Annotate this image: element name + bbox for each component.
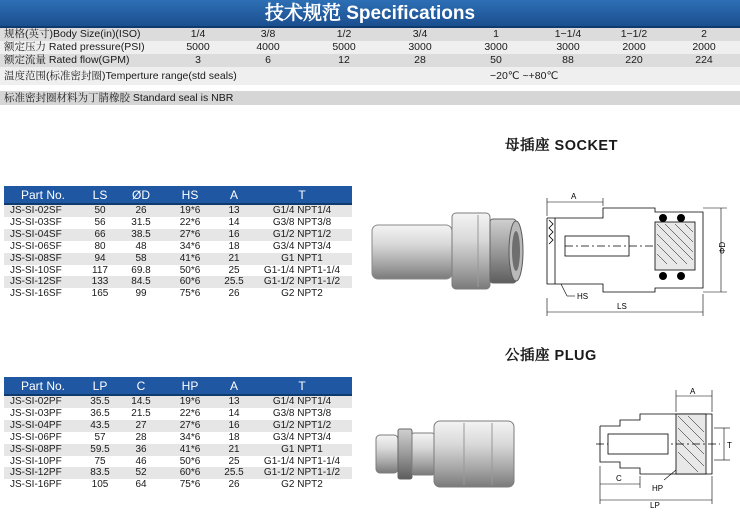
table-cell: 34*6	[164, 241, 216, 253]
table-cell: 25.5	[216, 276, 252, 288]
spec-cell: 1/4	[190, 28, 206, 40]
plug-photo	[372, 405, 532, 501]
part-number-cell: JS-SI-03SF	[4, 217, 82, 229]
table-cell: 60*6	[164, 276, 216, 288]
spec-cell: 28	[414, 54, 426, 66]
column-header: ØD	[118, 186, 164, 204]
table-row	[4, 479, 352, 491]
table-cell: 50*6	[164, 265, 216, 277]
part-number-cell: JS-SI-16SF	[4, 288, 82, 300]
table-row	[4, 241, 352, 253]
spec-cell: 2	[701, 28, 707, 40]
spec-cell: 12	[338, 54, 350, 66]
seal-note: 标准密封圈材料为丁腈橡胶 Standard seal is NBR	[0, 91, 740, 105]
table-cell: 75	[82, 456, 118, 468]
spec-cell: 1−1/2	[620, 28, 648, 40]
table-row	[4, 420, 352, 432]
spec-cell: 3	[195, 54, 201, 66]
table-cell: 105	[82, 479, 118, 491]
table-cell: 27*6	[164, 420, 216, 432]
table-row	[4, 217, 352, 229]
spec-row-body-size	[0, 28, 740, 41]
table-row	[4, 444, 352, 456]
table-cell: 19*6	[164, 204, 216, 217]
table-cell: 36.5	[82, 408, 118, 420]
spec-cell: 6	[265, 54, 271, 66]
dim-t-label: T	[727, 441, 732, 450]
table-cell: 75*6	[164, 479, 216, 491]
table-cell: G1 NPT1	[252, 444, 352, 456]
table-cell: 14.5	[118, 395, 164, 408]
spec-cell: 2000	[692, 41, 716, 53]
table-cell: G1/2 NPT1/2	[252, 420, 352, 432]
table-cell: 41*6	[164, 253, 216, 265]
table-cell: 58	[118, 253, 164, 265]
table-cell: G1-1/2 NPT1-1/2	[252, 276, 352, 288]
table-row	[4, 456, 352, 468]
spec-cell: 50	[490, 54, 502, 66]
table-cell: 27	[118, 420, 164, 432]
column-header: A	[216, 186, 252, 204]
table-cell: 59.5	[82, 444, 118, 456]
table-cell: 57	[82, 432, 118, 444]
dim-d-label: ΦD	[718, 241, 727, 254]
table-cell: 27*6	[164, 229, 216, 241]
table-cell: 22*6	[164, 217, 216, 229]
spec-cell: 3/8	[260, 28, 276, 40]
table-cell: 83.5	[82, 467, 118, 479]
part-number-cell: JS-SI-02PF	[4, 395, 82, 408]
table-cell: G2 NPT2	[252, 479, 352, 491]
part-number-cell: JS-SI-12PF	[4, 467, 82, 479]
table-row	[4, 204, 352, 217]
table-cell: 25	[216, 265, 252, 277]
table-cell: 25.5	[216, 467, 252, 479]
spec-cell: 1/2	[336, 28, 352, 40]
table-cell: 35.5	[82, 395, 118, 408]
spec-cell: 3000	[484, 41, 508, 53]
spec-cell: 4000	[256, 41, 280, 53]
column-header: A	[216, 377, 252, 395]
spec-cell: 1	[493, 28, 499, 40]
table-cell: G1 NPT1	[252, 253, 352, 265]
socket-drawing	[535, 188, 740, 320]
table-cell: 84.5	[118, 276, 164, 288]
column-header: Part No.	[4, 186, 82, 204]
column-header: LS	[82, 186, 118, 204]
socket-table	[4, 186, 352, 300]
dim-a-label: A	[571, 192, 577, 201]
spec-cell: 220	[625, 54, 643, 66]
table-cell: 64	[118, 479, 164, 491]
spec-label: 规格(英寸)Body Size(in)(ISO)	[4, 28, 141, 40]
table-cell: G3/8 NPT3/8	[252, 408, 352, 420]
spec-cell: 88	[562, 54, 574, 66]
part-number-cell: JS-SI-03PF	[4, 408, 82, 420]
table-cell: G1-1/2 NPT1-1/2	[252, 467, 352, 479]
table-cell: 60*6	[164, 467, 216, 479]
column-header: Part No.	[4, 377, 82, 395]
part-number-cell: JS-SI-06PF	[4, 432, 82, 444]
dim-a-label: A	[690, 387, 696, 396]
plug-drawing	[580, 384, 740, 510]
dim-lp-label: LP	[650, 501, 660, 510]
column-header: LP	[82, 377, 118, 395]
spec-cell: 1−1/4	[554, 28, 582, 40]
dim-ls-label: LS	[617, 302, 627, 311]
table-header-row	[4, 377, 352, 395]
table-cell: 31.5	[118, 217, 164, 229]
spec-cell: 2000	[622, 41, 646, 53]
table-cell: 16	[216, 229, 252, 241]
spec-label: 温度范围(标准密封圈)Temperture range(std seals)	[4, 70, 237, 82]
table-cell: 21	[216, 253, 252, 265]
table-row	[4, 467, 352, 479]
table-cell: 133	[82, 276, 118, 288]
socket-title: 母插座 SOCKET	[505, 138, 618, 154]
table-cell: 117	[82, 265, 118, 277]
table-cell: 46	[118, 456, 164, 468]
table-header-row	[4, 186, 352, 204]
dim-c-label: C	[616, 474, 622, 483]
spec-label: 额定压力 Rated pressure(PSI)	[4, 41, 145, 53]
table-cell: 14	[216, 217, 252, 229]
spec-cell: 3000	[556, 41, 580, 53]
spec-cell: 5000	[186, 41, 210, 53]
table-cell: 13	[216, 395, 252, 408]
part-number-cell: JS-SI-02SF	[4, 204, 82, 217]
table-cell: 25	[216, 456, 252, 468]
table-cell: G2 NPT2	[252, 288, 352, 300]
table-cell: 13	[216, 204, 252, 217]
table-cell: G3/4 NPT3/4	[252, 241, 352, 253]
table-cell: 19*6	[164, 395, 216, 408]
table-cell: 14	[216, 408, 252, 420]
table-cell: 165	[82, 288, 118, 300]
table-row	[4, 265, 352, 277]
table-row	[4, 408, 352, 420]
spec-cell: 224	[695, 54, 713, 66]
table-cell: G3/8 NPT3/8	[252, 217, 352, 229]
column-header: C	[118, 377, 164, 395]
spec-cell: 3000	[408, 41, 432, 53]
table-cell: 18	[216, 241, 252, 253]
part-number-cell: JS-SI-04PF	[4, 420, 82, 432]
part-number-cell: JS-SI-10SF	[4, 265, 82, 277]
part-number-cell: JS-SI-10PF	[4, 456, 82, 468]
table-cell: 38.5	[118, 229, 164, 241]
plug-table	[4, 377, 352, 491]
table-cell: 52	[118, 467, 164, 479]
column-header: T	[252, 377, 352, 395]
table-cell: 21.5	[118, 408, 164, 420]
part-number-cell: JS-SI-08SF	[4, 253, 82, 265]
spec-row-rated-pressure	[0, 41, 740, 54]
dim-hs-label: HS	[577, 292, 589, 301]
table-cell: 28	[118, 432, 164, 444]
part-number-cell: JS-SI-08PF	[4, 444, 82, 456]
table-cell: 80	[82, 241, 118, 253]
table-cell: 56	[82, 217, 118, 229]
temperature-range-value: −20℃ ~+80℃	[490, 70, 559, 82]
table-cell: 41*6	[164, 444, 216, 456]
column-header: HS	[164, 186, 216, 204]
table-cell: 18	[216, 432, 252, 444]
table-cell: 99	[118, 288, 164, 300]
table-cell: 26	[216, 479, 252, 491]
table-row	[4, 432, 352, 444]
table-cell: 43.5	[82, 420, 118, 432]
table-row	[4, 288, 352, 300]
table-cell: G3/4 NPT3/4	[252, 432, 352, 444]
table-cell: 34*6	[164, 432, 216, 444]
table-cell: 94	[82, 253, 118, 265]
table-cell: 21	[216, 444, 252, 456]
spec-cell: 5000	[332, 41, 356, 53]
table-cell: 22*6	[164, 408, 216, 420]
part-number-cell: JS-SI-04SF	[4, 229, 82, 241]
table-cell: 69.8	[118, 265, 164, 277]
spec-cell: 3/4	[412, 28, 428, 40]
column-header: T	[252, 186, 352, 204]
spec-label: 额定流量 Rated flow(GPM)	[4, 54, 130, 66]
table-cell: 26	[118, 204, 164, 217]
table-cell: G1-1/4 NPT1-1/4	[252, 456, 352, 468]
table-cell: G1/4 NPT1/4	[252, 395, 352, 408]
table-cell: 50	[82, 204, 118, 217]
table-cell: 36	[118, 444, 164, 456]
table-cell: G1/4 NPT1/4	[252, 204, 352, 217]
specifications-table	[0, 28, 740, 85]
table-row	[4, 253, 352, 265]
part-number-cell: JS-SI-12SF	[4, 276, 82, 288]
spec-row-rated-flow	[0, 54, 740, 67]
table-row	[4, 229, 352, 241]
socket-photo	[368, 203, 528, 299]
part-number-cell: JS-SI-16PF	[4, 479, 82, 491]
table-cell: G1/2 NPT1/2	[252, 229, 352, 241]
table-cell: 75*6	[164, 288, 216, 300]
spec-row-temperature	[0, 67, 740, 85]
part-number-cell: JS-SI-06SF	[4, 241, 82, 253]
table-cell: 26	[216, 288, 252, 300]
table-row	[4, 276, 352, 288]
dim-hp-label: HP	[652, 484, 664, 493]
column-header: HP	[164, 377, 216, 395]
table-row	[4, 395, 352, 408]
table-cell: G1-1/4 NPT1-1/4	[252, 265, 352, 277]
table-cell: 48	[118, 241, 164, 253]
plug-title: 公插座 PLUG	[505, 348, 597, 364]
specifications-title: 技术规范 Specifications	[0, 0, 740, 28]
table-cell: 16	[216, 420, 252, 432]
table-cell: 66	[82, 229, 118, 241]
table-cell: 50*6	[164, 456, 216, 468]
